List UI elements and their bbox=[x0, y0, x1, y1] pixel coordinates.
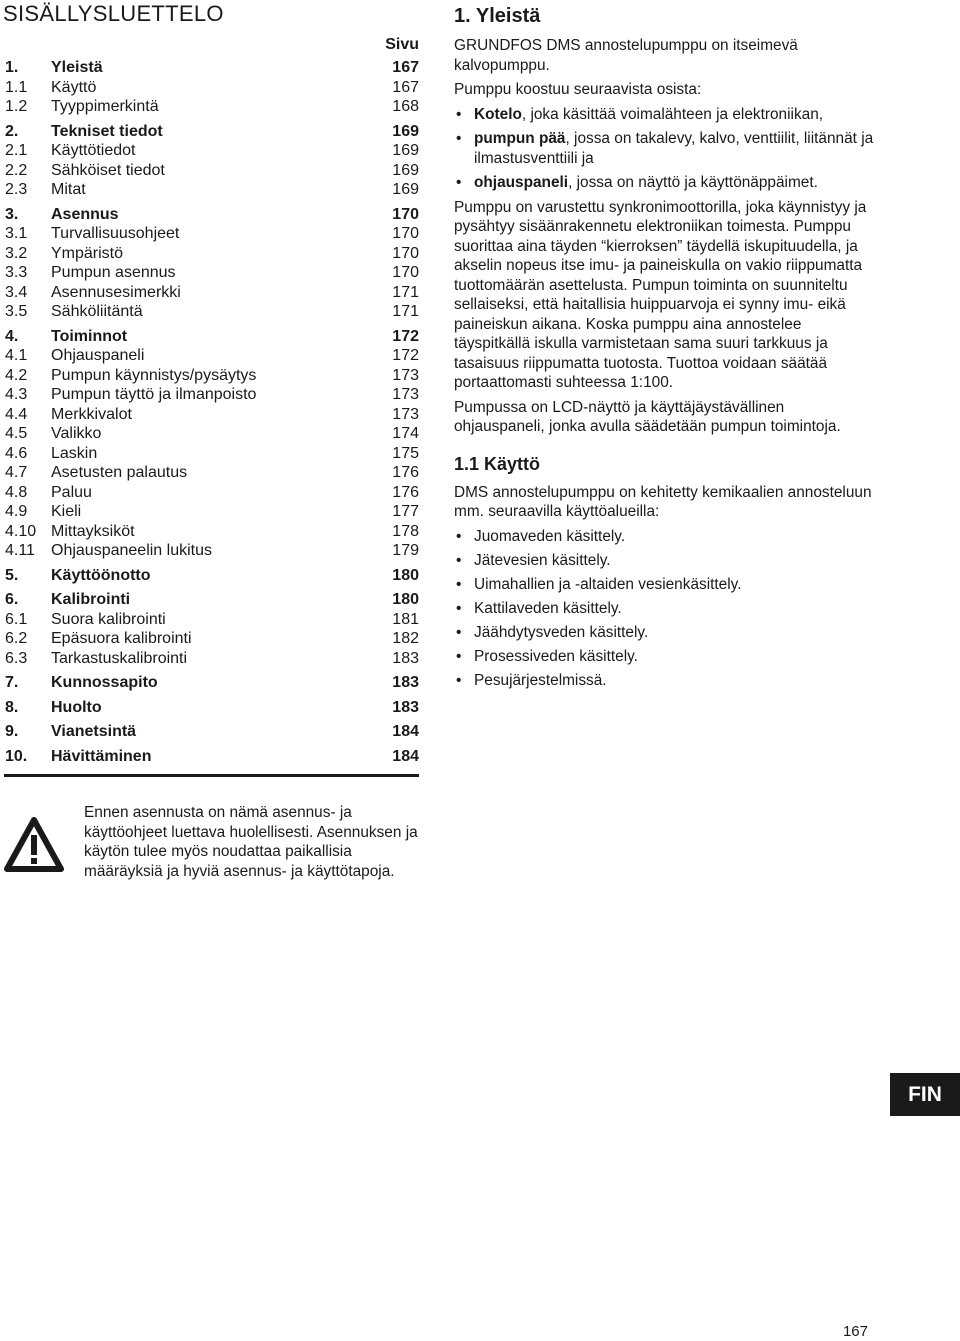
toc-entry bbox=[5, 385, 419, 405]
toc-entry-page: 171 bbox=[392, 283, 419, 301]
toc-entry-label: Käyttö bbox=[51, 78, 97, 96]
body-paragraph: Pumppu on varustettu synkronimoottorilla, joka käynnistyy ja pysähtyy sisäänrakennetu elektroniikan toimesta. Pumppu suorittaa aina täyden “kierroksen” täydellä iskupituudella, ja akselin nopeus itse imu- ja paineiskulla on vakio riippumatta tuottomäärän asettelusta. Pumpun toiminta on suunniteltu sellaiseksi, että haitallisia huippuarvoja ei synny imu- eikä paineiskun aikana. Koska pumppu aina annostelee täyspitkällä iskulla varmistetaan sama suuri tarkkuus ja tasaisuus riippumatta tuotosta. Tuottoa voidaan säätää portaattomasti suhteessa 1:100. bbox=[454, 198, 867, 391]
toc-entry-page: 174 bbox=[392, 425, 419, 442]
list-item: • Prosessiveden käsittely. bbox=[454, 647, 874, 667]
toc-entry bbox=[5, 463, 419, 483]
toc-entry-page: 184 bbox=[392, 723, 419, 740]
list-item: • ohjauspaneli, jossa on näyttö ja käyttönäppäimet. bbox=[454, 173, 874, 193]
toc-entry bbox=[5, 263, 419, 283]
toc-entry-label: Valikko bbox=[51, 425, 102, 442]
toc-entry-label: Yleistä bbox=[51, 59, 103, 76]
toc-entry bbox=[5, 610, 419, 630]
toc-entry-number: 4.3 bbox=[5, 386, 28, 403]
toc-entry-label: Pumpun asennus bbox=[51, 264, 176, 281]
toc-entry-number: 4.1 bbox=[5, 347, 28, 364]
toc-entry bbox=[5, 502, 419, 522]
toc-entry-page: 177 bbox=[392, 503, 419, 520]
toc-entry-label: Ympäristö bbox=[51, 244, 124, 262]
toc-entry bbox=[5, 405, 419, 425]
toc-entry-number: 4.7 bbox=[5, 464, 28, 481]
toc-entry-label: Asennusesimerkki bbox=[51, 283, 181, 301]
toc-entry-number: 9. bbox=[5, 723, 19, 740]
toc-entry-number: 2.2 bbox=[5, 161, 28, 179]
toc-entry-number: 3.3 bbox=[5, 264, 28, 281]
parts-intro: Pumppu koostuu seuraavista osista: bbox=[454, 81, 702, 98]
toc-entry-number: 8. bbox=[5, 698, 19, 716]
toc-entry-page: 167 bbox=[392, 59, 419, 76]
toc-entry-page: 172 bbox=[392, 347, 419, 364]
toc-entry-page: 183 bbox=[392, 674, 419, 691]
toc-entry bbox=[5, 180, 419, 200]
toc-entry-label: Toiminnot bbox=[51, 327, 128, 345]
toc-entry-page: 181 bbox=[392, 610, 419, 628]
section-heading: 1. Yleistä bbox=[454, 5, 541, 27]
toc-page-header: Sivu bbox=[385, 36, 419, 53]
toc-entry bbox=[5, 161, 419, 181]
toc-entry-number: 10. bbox=[5, 747, 28, 765]
toc-entry-number: 1.2 bbox=[5, 98, 28, 115]
toc-entry bbox=[5, 97, 419, 117]
toc-entry-page: 183 bbox=[392, 698, 419, 716]
toc-entry-label: Tyyppimerkintä bbox=[51, 98, 159, 115]
toc-entry-page: 173 bbox=[392, 405, 419, 423]
toc-entry bbox=[5, 302, 419, 322]
parts-list bbox=[454, 105, 874, 193]
list-item: • pumpun pää, jossa on takalevy, kalvo, venttiilit, liitännät ja ilmastusventtiili ja bbox=[454, 129, 874, 168]
toc-entry bbox=[5, 649, 419, 669]
toc-entry-page: 170 bbox=[392, 264, 419, 281]
toc-entry bbox=[5, 122, 419, 142]
toc-entry-label: Käyttöönotto bbox=[51, 566, 151, 584]
list-item: • Pesujärjestelmissä. bbox=[454, 671, 874, 691]
toc-divider bbox=[4, 774, 419, 777]
toc-entry-number: 3. bbox=[5, 205, 19, 223]
toc-entry-label: Tarkastuskalibrointi bbox=[51, 649, 188, 667]
toc-entry-number: 2.1 bbox=[5, 142, 28, 159]
toc-entry bbox=[5, 366, 419, 386]
toc-entry-label: Käyttötiedot bbox=[51, 142, 136, 159]
toc-entry-number: 1.1 bbox=[5, 78, 28, 96]
toc-entry-number: 7. bbox=[5, 674, 19, 691]
toc-entry-label: Ohjauspaneli bbox=[51, 347, 145, 364]
toc-entry-label: Asetusten palautus bbox=[51, 464, 188, 481]
toc-entry-label: Merkkivalot bbox=[51, 405, 132, 423]
toc-entry-label: Tekniset tiedot bbox=[51, 122, 163, 140]
toc-entry-page: 169 bbox=[392, 122, 419, 140]
toc-entry-label: Hävittäminen bbox=[51, 747, 152, 765]
toc-entry-label: Sähköiset tiedot bbox=[51, 161, 165, 179]
toc-entry-page: 173 bbox=[392, 386, 419, 403]
toc-list bbox=[5, 58, 419, 766]
uses-list bbox=[454, 527, 874, 691]
toc-entry bbox=[5, 673, 419, 693]
toc-entry-label: Huolto bbox=[51, 698, 102, 716]
toc-entry bbox=[5, 590, 419, 610]
toc-entry-label: Kalibrointi bbox=[51, 591, 131, 608]
toc-entry-number: 6.1 bbox=[5, 610, 28, 628]
toc-entry-page: 169 bbox=[392, 161, 419, 179]
toc-entry-number: 3.1 bbox=[5, 225, 28, 242]
toc-entry-number: 4.8 bbox=[5, 483, 28, 501]
toc-entry-page: 173 bbox=[392, 366, 419, 384]
warning-text: Ennen asennusta on nämä asennus- ja käyttöohjeet luettava huolellisesti. Asennuksen ja käytön tulee myös noudattaa paikallisia määräyksiä ja hyviä asennus- ja käyttötapoja. bbox=[84, 804, 418, 880]
toc-entry bbox=[5, 244, 419, 264]
toc-entry bbox=[5, 224, 419, 244]
toc-entry-label: Ohjauspaneelin lukitus bbox=[51, 542, 212, 559]
toc-entry-number: 3.4 bbox=[5, 283, 28, 301]
toc-entry-page: 179 bbox=[392, 542, 419, 559]
toc-entry bbox=[5, 58, 419, 78]
toc-entry-label: Laskin bbox=[51, 444, 98, 462]
list-item: • Jätevesien käsittely. bbox=[454, 551, 874, 571]
toc-entry bbox=[5, 346, 419, 366]
toc-entry-number: 2. bbox=[5, 122, 19, 140]
toc-entry-number: 1. bbox=[5, 59, 19, 76]
toc-entry-label: Vianetsintä bbox=[51, 723, 137, 740]
toc-entry-label: Suora kalibrointi bbox=[51, 610, 166, 628]
toc-entry-number: 3.5 bbox=[5, 303, 28, 320]
subsection-heading: 1.1 Käyttö bbox=[454, 453, 541, 474]
warning-triangle-icon bbox=[4, 817, 64, 873]
toc-entry-page: 169 bbox=[392, 181, 419, 198]
intro-paragraph: GRUNDFOS DMS annostelupumppu on itseimevä kalvopumppu. bbox=[454, 37, 798, 74]
toc-entry-label: Mitat bbox=[51, 181, 86, 198]
list-item: • Juomaveden käsittely. bbox=[454, 527, 874, 547]
list-item: • Kotelo, joka käsittää voimalähteen ja elektroniikan, bbox=[454, 105, 874, 125]
toc-entry-label: Pumpun täyttö ja ilmanpoisto bbox=[51, 386, 257, 403]
toc-entry-number: 4.4 bbox=[5, 405, 28, 423]
toc-entry bbox=[5, 747, 419, 767]
toc-entry-page: 170 bbox=[392, 244, 419, 262]
toc-entry-page: 180 bbox=[392, 566, 419, 584]
page-number: 167 bbox=[842, 1323, 868, 1340]
toc-entry-page: 176 bbox=[392, 464, 419, 481]
toc-entry-page: 171 bbox=[392, 303, 419, 320]
toc-entry bbox=[5, 424, 419, 444]
toc-entry-label: Mittayksiköt bbox=[51, 522, 135, 540]
toc-entry-number: 3.2 bbox=[5, 244, 28, 262]
toc-entry-page: 184 bbox=[392, 747, 419, 765]
toc-entry bbox=[5, 541, 419, 561]
list-item: • Jäähdytysveden käsittely. bbox=[454, 623, 874, 643]
toc-entry-number: 4. bbox=[5, 327, 19, 345]
toc-entry-page: 180 bbox=[392, 591, 419, 608]
toc-entry-number: 4.5 bbox=[5, 425, 28, 442]
toc-entry-number: 4.2 bbox=[5, 366, 28, 384]
toc-entry bbox=[5, 629, 419, 649]
toc-entry-number: 4.6 bbox=[5, 444, 28, 462]
toc-entry bbox=[5, 205, 419, 225]
toc-entry bbox=[5, 283, 419, 303]
toc-entry-number: 4.11 bbox=[5, 542, 35, 559]
toc-entry bbox=[5, 698, 419, 718]
toc-entry-page: 170 bbox=[392, 225, 419, 242]
toc-entry-label: Pumpun käynnistys/pysäytys bbox=[51, 366, 257, 384]
content-column bbox=[454, 0, 874, 696]
list-item: • Uimahallien ja -altaiden vesienkäsittely. bbox=[454, 575, 874, 595]
toc-entry bbox=[5, 444, 419, 464]
toc-entry-label: Asennus bbox=[51, 205, 119, 223]
toc-entry-page: 172 bbox=[392, 327, 419, 345]
toc-entry-number: 2.3 bbox=[5, 181, 28, 198]
toc-entry-number: 4.9 bbox=[5, 503, 28, 520]
toc-entry-label: Epäsuora kalibrointi bbox=[51, 630, 192, 647]
toc-entry bbox=[5, 566, 419, 586]
toc-entry-label: Kunnossapito bbox=[51, 674, 158, 691]
toc-entry-page: 167 bbox=[392, 78, 419, 96]
toc-entry bbox=[5, 522, 419, 542]
toc-entry-page: 183 bbox=[392, 649, 419, 667]
toc-entry-page: 178 bbox=[392, 522, 419, 540]
toc-entry bbox=[5, 722, 419, 742]
toc-entry-page: 176 bbox=[392, 483, 419, 501]
toc-entry-page: 168 bbox=[392, 98, 419, 115]
toc-entry bbox=[5, 483, 419, 503]
toc-entry-number: 6.3 bbox=[5, 649, 28, 667]
toc-entry bbox=[5, 78, 419, 98]
toc-entry-page: 169 bbox=[392, 142, 419, 159]
toc-entry-label: Kieli bbox=[51, 503, 82, 520]
toc-entry-label: Sähköliitäntä bbox=[51, 303, 143, 320]
toc-entry-number: 4.10 bbox=[5, 522, 37, 540]
toc-entry-label: Paluu bbox=[51, 483, 92, 501]
toc-entry-number: 5. bbox=[5, 566, 19, 584]
uses-intro: DMS annostelupumppu on kehitetty kemikaalien annosteluun mm. seuraavilla käyttöalueilla: bbox=[454, 483, 872, 520]
toc-entry-number: 6. bbox=[5, 591, 19, 608]
toc-entry bbox=[5, 141, 419, 161]
toc-entry-page: 175 bbox=[392, 444, 419, 462]
toc-entry-page: 170 bbox=[392, 205, 419, 223]
language-badge: FIN bbox=[890, 1073, 960, 1116]
toc-entry-label: Turvallisuusohjeet bbox=[51, 225, 180, 242]
toc-entry-number: 6.2 bbox=[5, 630, 28, 647]
body-paragraph: Pumpussa on LCD-näyttö ja käyttäjäystävällinen ohjauspaneli, jonka avulla säädetään pumpun toimintoja. bbox=[454, 398, 841, 435]
toc-entry-page: 182 bbox=[392, 630, 419, 647]
list-item: • Kattilaveden käsittely. bbox=[454, 599, 874, 619]
toc-entry bbox=[5, 327, 419, 347]
toc-title: SISÄLLYSLUETTELO bbox=[3, 1, 224, 26]
